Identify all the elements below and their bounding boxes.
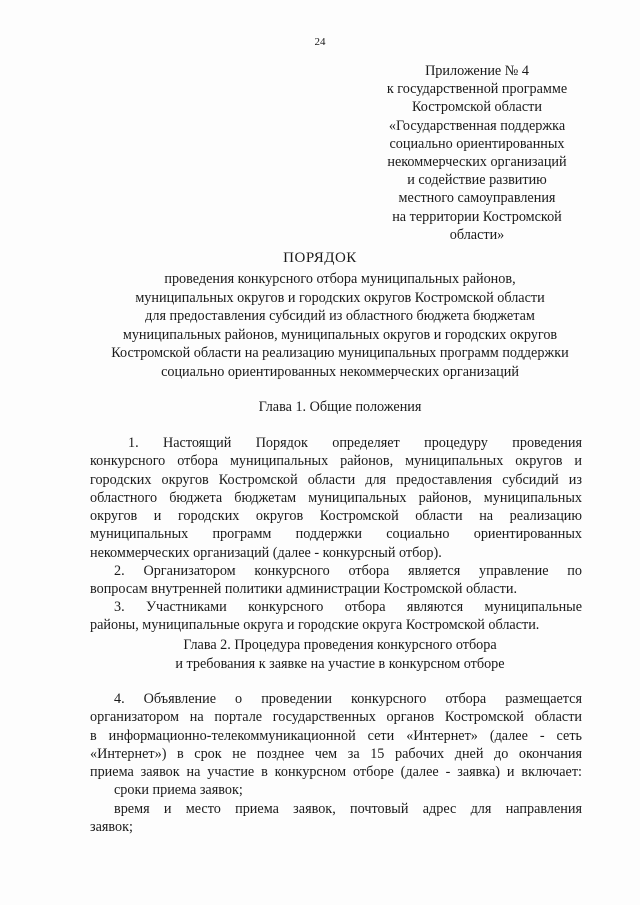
appendix-line: Приложение № 4 xyxy=(425,63,529,79)
appendix-block xyxy=(372,62,582,244)
appendix-line: к государственной программе xyxy=(386,81,568,98)
paragraph-line: 1. Настоящий Порядок определяет процедуру проведения xyxy=(128,435,582,451)
subtitle-line: муниципальных районов, муниципальных округов и городских округов xyxy=(122,326,558,343)
paragraph-line: организатором на портале государственных органов Костромской области xyxy=(90,709,582,726)
paragraph-line: районы, муниципальные округа и городские округа Костромской области. xyxy=(90,617,540,634)
paragraph-line: приема заявок на участие в конкурсном отборе (далее - заявка) и включает: xyxy=(90,764,582,781)
subtitle-line: социально ориентированных некоммерческих организаций xyxy=(161,363,519,380)
paragraph-line: конкурсного отбора муниципальных районов, муниципальных округов и xyxy=(90,453,582,470)
paragraph-line: муниципальных программ поддержки социально ориентированных xyxy=(90,526,582,543)
paragraph-line: в информационно-телекоммуникационной сети «Интернет» (далее - сеть xyxy=(90,727,582,744)
paragraph-line: 2. Организатором конкурсного отбора является управление по xyxy=(114,563,582,579)
appendix-line: местного самоуправления xyxy=(398,190,556,207)
subtitle-line: проведения конкурсного отбора муниципальных районов, xyxy=(164,271,516,287)
paragraph-2 xyxy=(90,562,582,599)
chapter-2-heading-line: Глава 2. Процедура проведения конкурсного отбора xyxy=(183,637,497,653)
page-number: 24 xyxy=(314,36,326,48)
paragraph-1 xyxy=(90,434,582,562)
paragraph-3 xyxy=(90,598,582,635)
list-item-continuation: заявок; xyxy=(90,819,133,836)
chapter-2-heading-line: и требования к заявке на участие в конкурсном отборе xyxy=(175,655,505,672)
paragraph-line: 4. Объявление о проведении конкурсного отбора размещается xyxy=(114,691,582,707)
document-subtitle xyxy=(60,270,620,382)
list-item: сроки приема заявок; xyxy=(114,782,243,799)
chapter-1-heading-text: Глава 1. Общие положения xyxy=(258,399,422,415)
paragraph-line: 3. Участниками конкурсного отбора являются муниципальные xyxy=(114,599,582,615)
appendix-line: Костромской области xyxy=(412,99,542,116)
paragraph-line: областного бюджета бюджетам муниципальных районов, муниципальных xyxy=(90,489,582,506)
subtitle-line: муниципальных округов и городских округов Костромской области xyxy=(135,289,545,306)
chapter-1-heading xyxy=(60,398,620,417)
subtitle-line: Костромской области на реализацию муниципальных программ поддержки xyxy=(111,345,569,362)
subtitle-line: для предоставления субсидий из областного бюджета бюджетам xyxy=(145,308,535,325)
paragraph-4 xyxy=(90,690,582,836)
paragraph-line: «Интернет») в срок не позднее чем за 15 рабочих дней до окончания xyxy=(90,745,582,762)
paragraph-line: городских округов Костромской области для предоставления субсидий из xyxy=(90,471,582,488)
paragraph-line: вопросам внутренней политики администрации Костромской области. xyxy=(90,581,517,598)
appendix-line: некоммерческих организаций xyxy=(387,154,567,171)
paragraph-line: некоммерческих организаций (далее - конкурсный отбор). xyxy=(90,544,442,561)
appendix-line: социально ориентированных xyxy=(389,135,565,152)
appendix-line: области» xyxy=(449,226,505,243)
appendix-line: на территории Костромской xyxy=(392,208,562,225)
document-title: ПОРЯДОК xyxy=(283,250,357,266)
chapter-2-heading xyxy=(60,636,620,673)
appendix-line: «Государственная поддержка xyxy=(388,117,566,134)
paragraph-line: округов и городских округов Костромской области на реализацию xyxy=(90,508,582,525)
appendix-line: и содействие развитию xyxy=(407,172,547,189)
list-item: время и место приема заявок, почтовый адрес для направления xyxy=(114,800,582,817)
